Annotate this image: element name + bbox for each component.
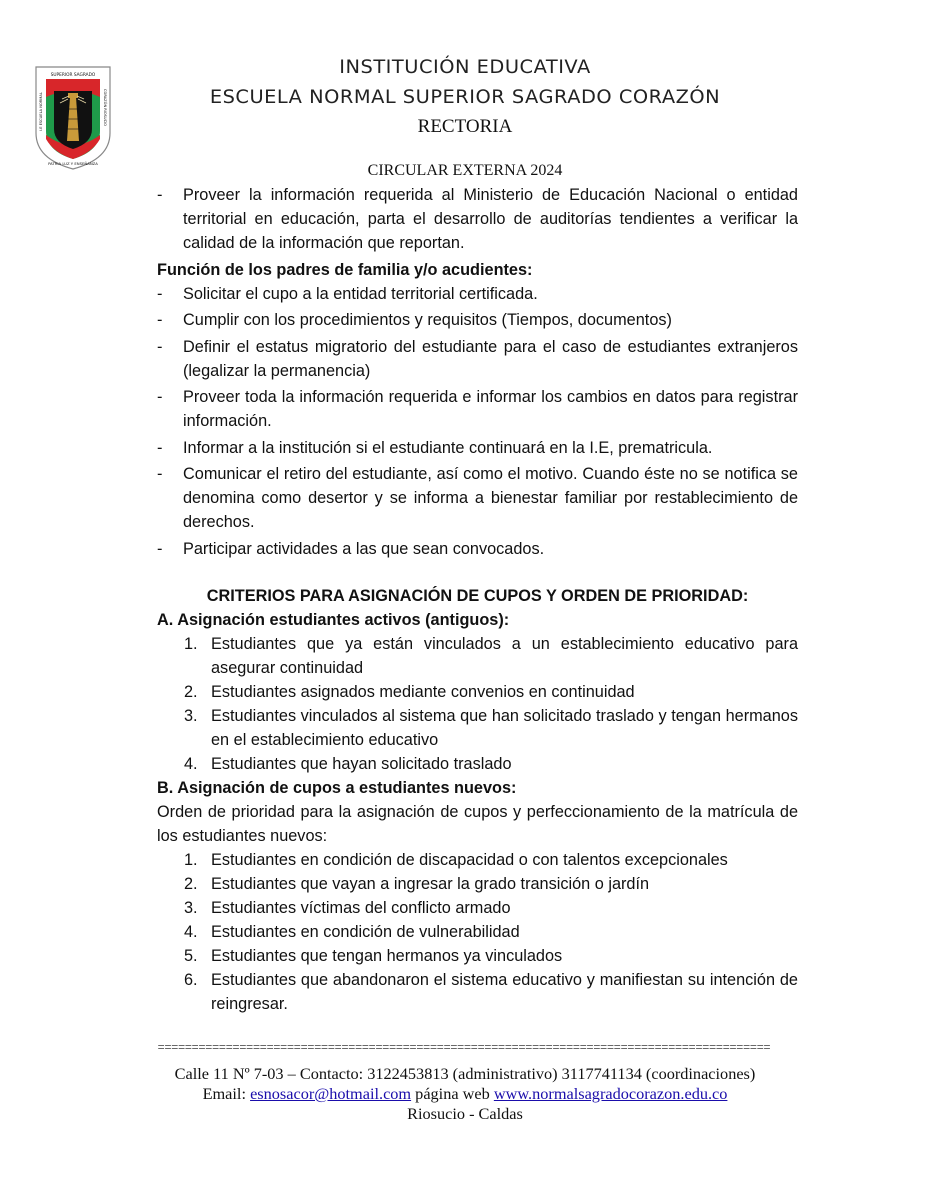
numbered-item-text: Estudiantes vinculados al sistema que han solicitado traslado y tengan hermanos en el establecimiento educativo [211, 707, 798, 749]
item-number: 1. [184, 635, 198, 653]
numbered-item-text: Estudiantes en condición de vulnerabilidad [211, 923, 520, 941]
list-item [157, 183, 798, 255]
list-item [157, 308, 798, 332]
numbered-item [157, 896, 798, 920]
email-link[interactable]: esnosacor@hotmail.com [250, 1084, 412, 1103]
numbered-item-text: Estudiantes que ya están vinculados a un establecimiento educativo para asegurar continuidad [211, 635, 798, 677]
item-number: 1. [184, 851, 198, 869]
bullet-dash: - [157, 539, 163, 558]
department-title: RECTORIA [417, 116, 513, 137]
numbered-item-text: Estudiantes que vayan a ingresar la grado transición o jardín [211, 875, 650, 893]
item-number: 2. [184, 683, 198, 701]
bullet-dash: - [157, 465, 163, 483]
numbered-item [157, 848, 798, 872]
item-number: 3. [184, 899, 198, 917]
item-number: 2. [184, 875, 198, 893]
list-item-text: Solicitar el cupo a la entidad territorial certificada. [183, 284, 538, 303]
numbered-item-text: Estudiantes que tengan hermanos ya vinculados [211, 947, 563, 965]
section-b-heading: B. Asignación de cupos a estudiantes nuevos: [157, 779, 517, 797]
numbered-item [157, 632, 798, 680]
list-item-text: Participar actividades a las que sean convocados. [183, 539, 545, 558]
website-link[interactable]: www.normalsagradocorazon.edu.co [493, 1084, 728, 1103]
email-label: Email: [202, 1084, 251, 1103]
numbered-item [157, 944, 798, 968]
footer-address: Calle 11 Nº 7-03 – Contacto: 3122453813 (administrativo) 3117741134 (coordinaciones) [174, 1064, 756, 1083]
circular-title: CIRCULAR EXTERNA 2024 [367, 162, 563, 179]
footer-city: Riosucio - Caldas [407, 1104, 523, 1123]
item-number: 4. [184, 755, 198, 773]
crest-text-left: I.E ESCUELA NORMAL [39, 92, 43, 131]
list-item [157, 335, 798, 383]
numbered-item-text: Estudiantes que hayan solicitado traslado [211, 755, 512, 773]
parents-heading: Función de los padres de familia y/o acudientes: [157, 260, 533, 279]
numbered-item-text: Estudiantes asignados mediante convenios en continuidad [211, 683, 635, 701]
crest-text-bottom: PATRIA LUZ Y ENSEÑANZA [48, 161, 98, 166]
list-item-text: Informar a la institución si el estudiante continuará en la I.E, prematricula. [183, 438, 713, 457]
numbered-item-text: Estudiantes en condición de discapacidad o con talentos excepcionales [211, 851, 728, 869]
section-a-heading: A. Asignación estudiantes activos (antiguos): [157, 611, 510, 629]
document-body [157, 183, 798, 1016]
list-item-text: Proveer toda la información requerida e informar los cambios en datos para registrar información. [183, 388, 798, 430]
school-name: ESCUELA NORMAL SUPERIOR SAGRADO CORAZÓN [209, 86, 721, 108]
school-crest-logo [32, 63, 114, 171]
numbered-item [157, 752, 798, 776]
criteria-heading: CRITERIOS PARA ASIGNACIÓN DE CUPOS Y ORDEN DE PRIORIDAD: [206, 587, 749, 605]
numbered-item [157, 872, 798, 896]
spacer [157, 563, 798, 584]
bullet-dash: - [157, 337, 163, 356]
bullet-dash: - [157, 284, 163, 303]
list-item [157, 537, 798, 561]
numbered-item [157, 920, 798, 944]
item-number: 3. [184, 707, 198, 725]
web-label: página web [411, 1084, 494, 1103]
section-b-intro: Orden de prioridad para la asignación de cupos y perfeccionamiento de la matrícula de los estudiantes nuevos: [157, 803, 798, 845]
list-item [157, 462, 798, 534]
numbered-item [157, 680, 798, 704]
item-number: 6. [184, 971, 198, 989]
bullet-dash: - [157, 388, 163, 406]
item-number: 4. [184, 923, 198, 941]
list-item [157, 385, 798, 433]
bullet-dash: - [157, 311, 163, 329]
numbered-item [157, 704, 798, 752]
list-item-text: Definir el estatus migratorio del estudiante para el caso de estudiantes extranjeros (legalizar la permanencia) [183, 337, 798, 380]
institution-title: INSTITUCIÓN EDUCATIVA [339, 56, 591, 78]
footer-separator: ========================================================================================== [157, 1040, 771, 1054]
numbered-item [157, 968, 798, 1016]
crest-text-right: CORAZÓN RIOSUCIO [103, 89, 107, 126]
numbered-item-text: Estudiantes víctimas del conflicto armado [211, 899, 511, 917]
list-item [157, 436, 798, 460]
list-item-text: Comunicar el retiro del estudiante, así como el motivo. Cuando éste no se notifica se denomina como desertor y se informa a bienestar familiar por restablecimiento de derechos. [183, 465, 798, 531]
crest-text-top: SUPERIOR SAGRADO [50, 73, 96, 78]
bullet-dash: - [157, 186, 163, 204]
bullet-dash: - [157, 438, 163, 457]
footer-contact-line [120, 1084, 810, 1104]
list-item [157, 282, 798, 306]
list-item-text: Proveer la información requerida al Ministerio de Educación Nacional o entidad territorial en educación, parta el desarrollo de auditorías tendientes a verificar la calidad de la información que reportan. [183, 186, 798, 252]
item-number: 5. [184, 947, 198, 965]
numbered-item-text: Estudiantes que abandonaron el sistema educativo y manifiestan su intención de reingresar. [211, 971, 798, 1013]
list-item-text: Cumplir con los procedimientos y requisitos (Tiempos, documentos) [183, 311, 672, 329]
